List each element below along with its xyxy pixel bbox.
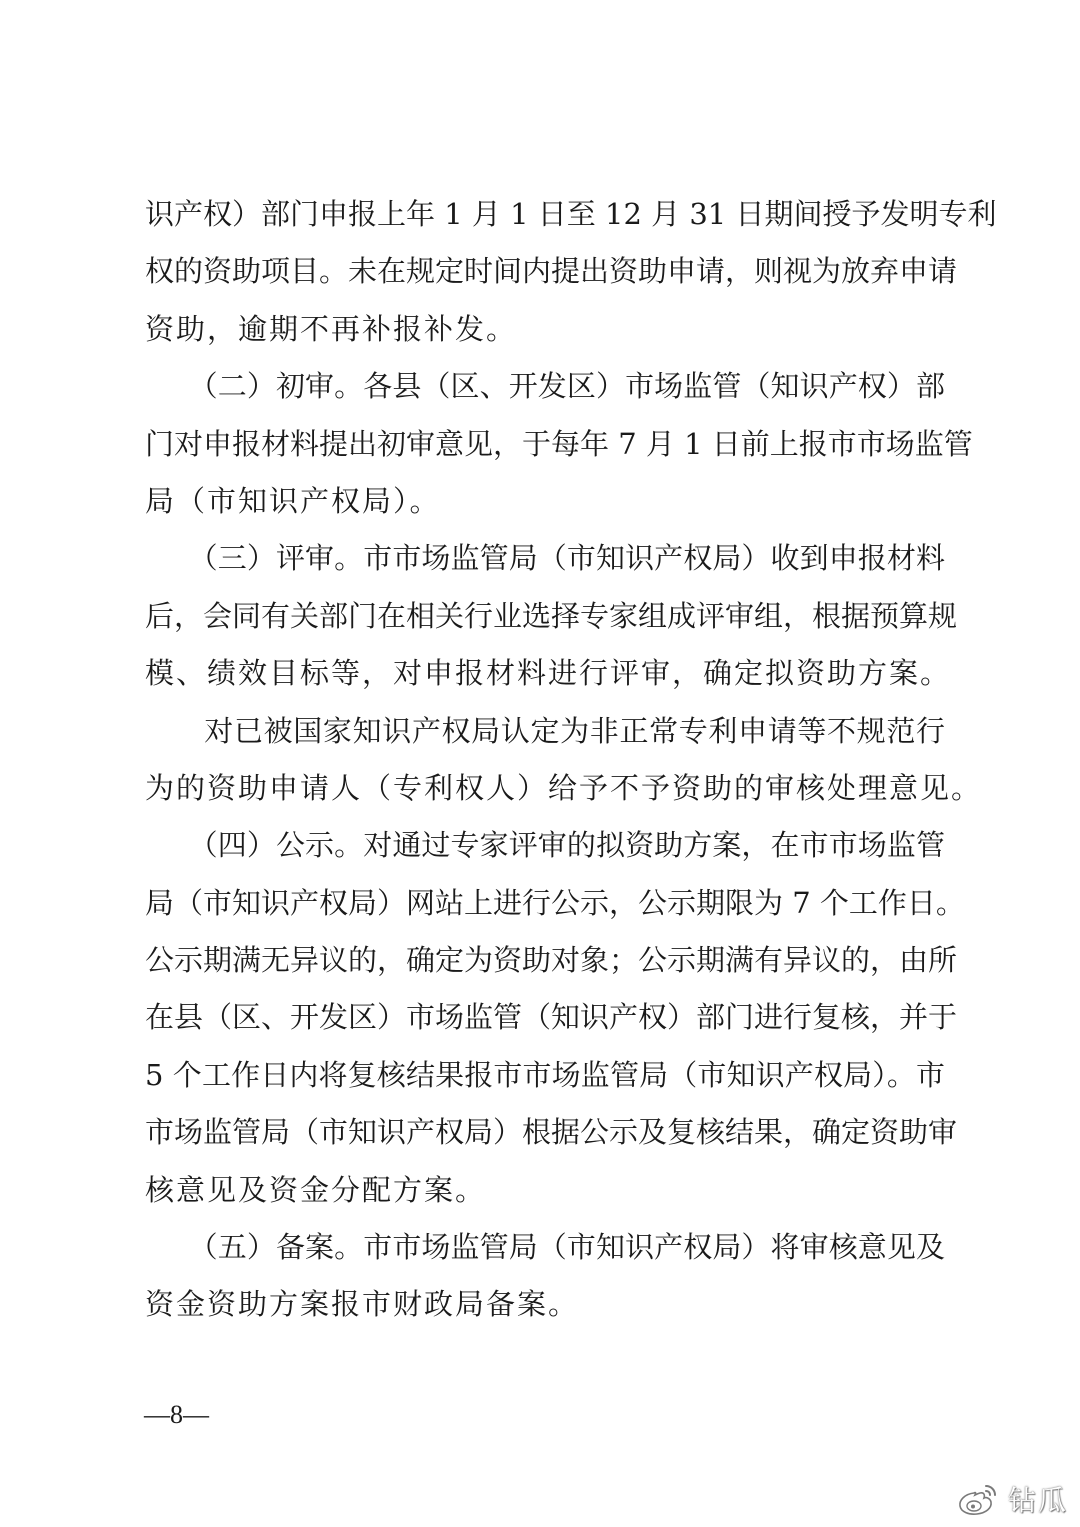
text-line: （三）评审。市市场监管局（市知识产权局）收到申报材料 <box>145 541 945 576</box>
watermark <box>956 1479 1068 1519</box>
text-line: 后，会同有关部门在相关行业选择专家组成评审组，根据预算规 <box>145 598 958 633</box>
text-line: 模、绩效目标等，对申报材料进行评审，确定拟资助方案。 <box>145 656 952 691</box>
text-line: 识产权）部门申报上年 1 月 1 日至 12 月 31 日期间授予发明专利 <box>145 197 997 231</box>
text-line: 在县（区、开发区）市场监管（知识产权）部门进行复核，并于 <box>145 1000 958 1035</box>
text-line: （五）备案。市市场监管局（市知识产权局）将审核意见及 <box>145 1230 945 1265</box>
text-line: 为的资助申请人（专利权人）给予不予资助的审核处理意见。 <box>145 770 983 805</box>
text-line: 门对申报材料提出初审意见，于每年 7 月 1 日前上报市市场监管 <box>145 426 973 461</box>
document-body <box>145 186 997 1334</box>
text-line: 权的资助项目。未在规定时间内提出资助申请，则视为放弃申请 <box>145 254 958 289</box>
text-line: （四）公示。对通过专家评审的拟资助方案，在市市场监管 <box>145 828 945 863</box>
text-line: 资助，逾期不再补报补发。 <box>145 311 518 346</box>
text-line: 资金资助方案报市财政局备案。 <box>145 1287 580 1322</box>
page-number: —8— <box>144 1400 209 1429</box>
weibo-logo-icon <box>956 1481 1000 1517</box>
text-line: 局（市知识产权局）。 <box>145 483 441 518</box>
text-line: 核意见及资金分配方案。 <box>145 1172 487 1207</box>
text-line: 市场监管局（市知识产权局）根据公示及复核结果，确定资助审 <box>145 1115 958 1150</box>
text-line: 局（市知识产权局）网站上进行公示，公示期限为 7 个工作日。 <box>145 885 965 920</box>
text-line: 对已被国家知识产权局认定为非正常专利申请等不规范行 <box>145 713 945 748</box>
watermark-text: 钻瓜 <box>1007 1484 1068 1517</box>
text-line: （二）初审。各县（区、开发区）市场监管（知识产权）部 <box>145 369 945 404</box>
text-line: 5 个工作日内将复核结果报市市场监管局（市知识产权局）。市 <box>145 1057 945 1092</box>
text-line: 公示期满无异议的，确定为资助对象；公示期满有异议的，由所 <box>145 943 958 978</box>
